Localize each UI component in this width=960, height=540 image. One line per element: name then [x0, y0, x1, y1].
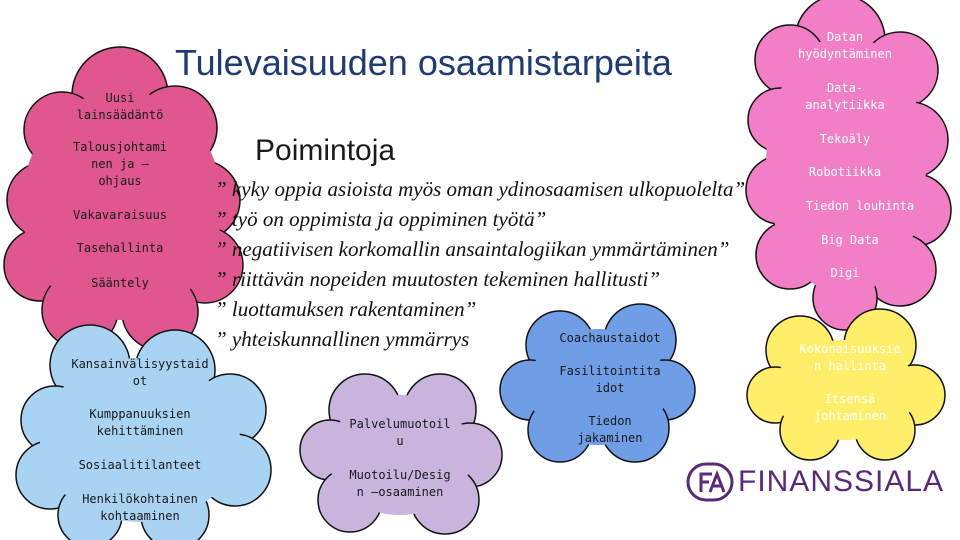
logo-text: FINANSSIALA: [738, 465, 945, 498]
light-pink-cloud-label: Tekoäly: [819, 132, 871, 146]
quote-item: ” luottamuksen rakentaminen”: [215, 297, 477, 321]
light-pink-cloud-label: Big Data: [821, 233, 879, 247]
pink-cloud-label: Vakavaraisuus: [73, 208, 167, 222]
light-pink-cloud-label: Digi: [830, 266, 860, 280]
quote-item: ” työ on oppimista ja oppiminen työtä”: [215, 207, 547, 231]
quote-list: [215, 174, 745, 354]
blue-cloud-label: Tiedon jakaminen: [577, 414, 643, 445]
pink-cloud-label: Talousjohtami nen ja – ohjaus: [73, 140, 167, 188]
yellow-cloud-label: Itsensä johtaminen: [813, 392, 887, 423]
light-blue-cloud-label: Kansainvälisyystaid ot: [71, 357, 209, 388]
page-title: Tulevaisuuden osaamistarpeita: [175, 42, 672, 83]
light-pink-cloud-label: Robotiikka: [808, 165, 882, 179]
section-subtitle: Poimintoja: [255, 134, 396, 167]
purple-cloud-label: Palvelumuotoil u: [349, 417, 451, 448]
light-pink-cloud-label: Tiedon louhinta: [805, 199, 915, 213]
light-blue-cloud-label: Kumppanuuksien kehittäminen: [89, 407, 191, 438]
finanssiala-logo-icon: [686, 462, 734, 502]
quote-item: ” kyky oppia asioista myös oman ydinosaamisen ulkopuolelta”: [215, 177, 746, 201]
yellow-cloud-label: Kokonaisuuksie n hallinta: [799, 342, 901, 373]
pink-cloud-label: Uusi lainsäädäntö: [76, 91, 164, 122]
quote-item: ” negatiivisen korkomallin ansaintalogiikan ymmärtäminen”: [215, 237, 730, 261]
blue-cloud-label: Coachaustaidot: [559, 331, 661, 345]
quote-item: ” riittävän nopeiden muutosten tekeminen hallitusti”: [215, 267, 661, 291]
light-pink-cloud-label: Datan hyödyntäminen: [798, 30, 892, 61]
purple-cloud-label: Muotoilu/Desig n –osaaminen: [349, 468, 451, 499]
blue-cloud-label: Fasilitointita idot: [559, 364, 661, 395]
light-blue-cloud-label: Sosiaalitilanteet: [78, 458, 202, 472]
pink-cloud-label: Tasehallinta: [76, 241, 164, 255]
quote-item: ” yhteiskunnallinen ymmärrys: [215, 327, 470, 351]
light-pink-cloud-label: Data- analytiikka: [805, 81, 885, 112]
light-blue-cloud-label: Henkilökohtainen kohtaaminen: [82, 492, 198, 523]
pink-cloud-label: Sääntely: [91, 276, 149, 290]
